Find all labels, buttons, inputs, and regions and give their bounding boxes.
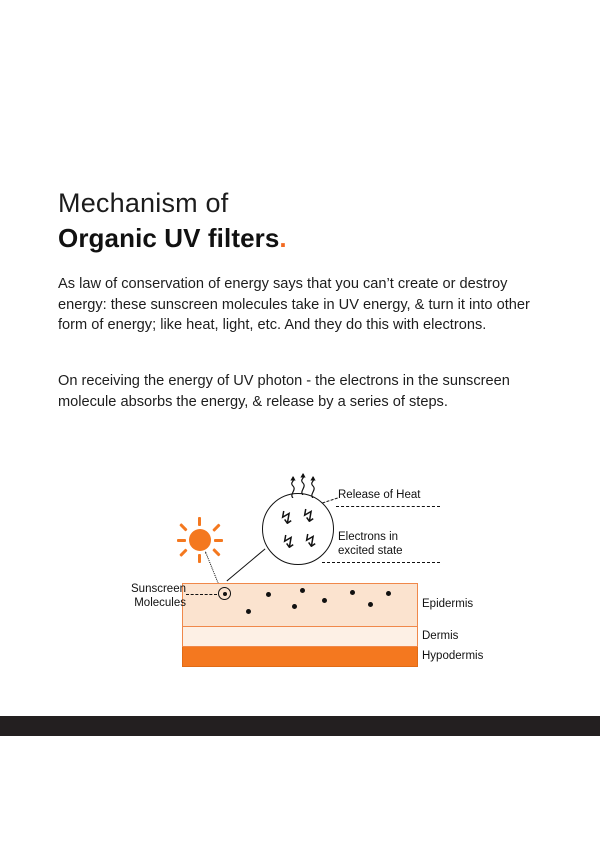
molecule-dot: [266, 592, 271, 597]
electron-glyph-4: ↯: [303, 531, 319, 552]
electron-glyph-2: ↯: [301, 506, 317, 527]
heat-arrow-3: [308, 476, 318, 498]
sunscreen-molecule-marker: [218, 587, 231, 600]
title-line-2: [58, 223, 558, 254]
label-electrons-underline: [322, 562, 440, 563]
skin-layer-dermis: [182, 627, 418, 647]
page-title: [58, 188, 558, 254]
molecule-dot: [300, 588, 305, 593]
mechanism-diagram: [0, 470, 600, 685]
label-release-of-heat-underline: [336, 506, 440, 507]
electron-glyph-3: ↯: [281, 532, 297, 553]
title-accent-period: .: [279, 222, 287, 253]
molecule-dot: [292, 604, 297, 609]
footer-bar: [0, 716, 600, 736]
body-paragraph-1: As law of conservation of energy says that you can’t create or destroy energy: these sunscreen molecules take in UV energy, & turn it into other form of energy; like heat, light, etc. And they do this with electrons.: [58, 276, 530, 334]
label-sunscreen-line-1: Sunscreen: [131, 583, 186, 595]
molecule-dot: [368, 602, 373, 607]
heat-arrow-1: [288, 476, 298, 498]
label-sunscreen-line-2: Molecules: [134, 597, 186, 610]
body-paragraph-2: On receiving the energy of UV photon - the electrons in the sunscreen molecule absorbs the energy, & release by a series of steps.: [58, 373, 510, 410]
label-release-of-heat-leader: [322, 498, 338, 504]
heat-arrow-2: [298, 473, 308, 495]
label-electrons-line-2: excited state: [338, 545, 403, 557]
label-dermis: Dermis: [422, 630, 459, 642]
molecule-dot: [386, 591, 391, 596]
magnifier-pointer-line: [226, 548, 265, 581]
skin-layer-hypodermis: [182, 647, 418, 667]
label-epidermis: Epidermis: [422, 598, 474, 610]
title-line-2-text: Organic UV filters: [58, 222, 280, 253]
label-sunscreen-molecules: [108, 582, 186, 610]
sunscreen-label-leader: [186, 594, 217, 595]
molecule-dot: [246, 609, 251, 614]
label-electrons-line-1: Electrons in: [338, 531, 399, 543]
label-release-of-heat: Release of Heat: [338, 489, 421, 501]
label-hypodermis: Hypodermis: [422, 650, 484, 662]
title-line-1: Mechanism of: [58, 188, 229, 218]
molecule-dot: [350, 590, 355, 595]
molecule-dot: [322, 598, 327, 603]
electron-glyph-1: ↯: [279, 508, 295, 529]
magnifier-icon: [262, 493, 334, 565]
